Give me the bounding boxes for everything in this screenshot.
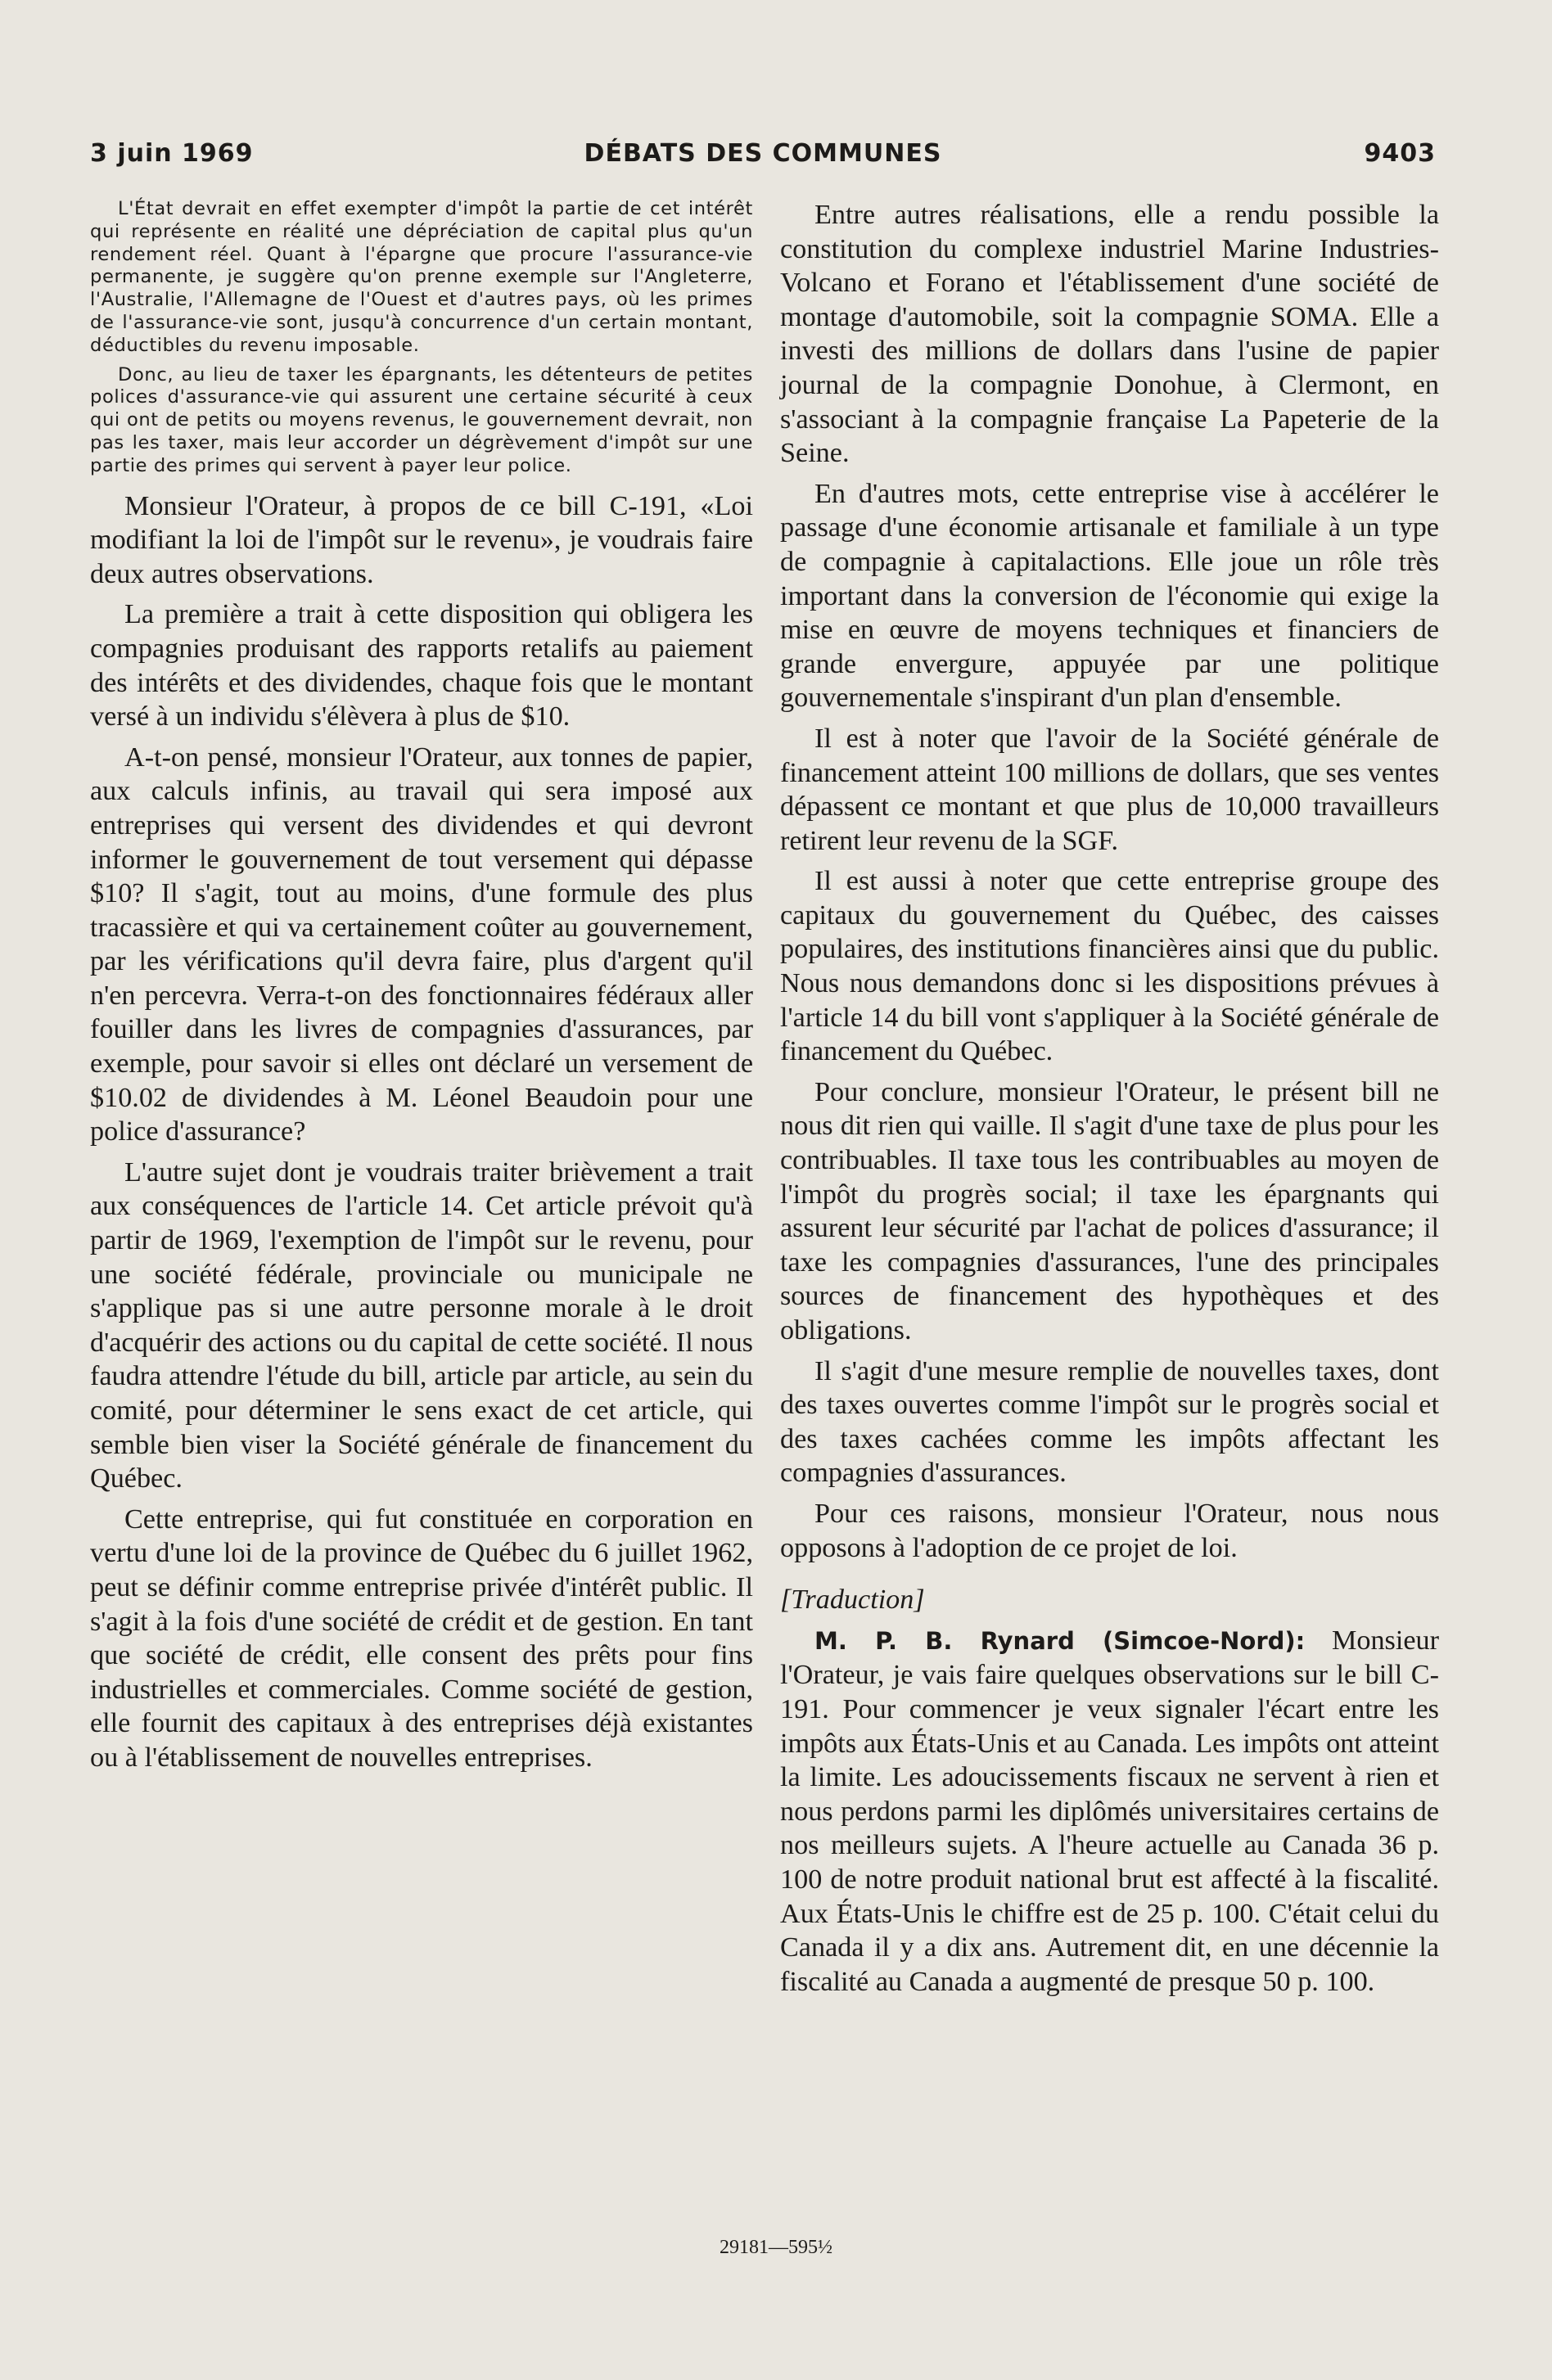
speech-paragraph	[780, 1624, 1439, 1999]
paragraph: Monsieur l'Orateur, à propos de ce bill C-191, «Loi modifiant la loi de l'impôt sur le revenu», je voudrais faire deux autres observations.	[90, 490, 753, 589]
speech-text: Monsieur l'Orateur, je vais faire quelques observations sur le bill C-191. Pour commencer je veux signaler l'écart entre les impôts aux États-Unis et au Canada. Les impôts ont atteint la limite. Les adoucissements fiscaux ne servent à rien et nous perdons parmi les diplômés universitaires certains de nos meilleurs sujets. A l'heure actuelle au Canada 36 p. 100 de notre produit national brut est affecté à la fiscalité. Aux États-Unis le chiffre est de 25 p. 100. C'était celui du Canada il y a dix ans. Autrement dit, en une décennie la fiscalité au Canada a augmenté de presque 50 p. 100.	[780, 1625, 1440, 1997]
small-paragraph: Donc, au lieu de taxer les épargnants, les détenteurs de petites polices d'assurance-vie qui assurent une certaine sécurité à ceux qui ont de petits ou moyens revenus, le gouvernement devrait, non pas les taxer, mais leur accorder un dégrèvement d'impôt sur une partie des primes qui servent à payer leur police.	[90, 363, 753, 476]
page-footer: 29181—595½	[720, 2237, 832, 2258]
left-column	[90, 198, 753, 1782]
right-column	[780, 198, 1439, 2005]
paragraph: A-t-on pensé, monsieur l'Orateur, aux tonnes de papier, aux calculs infinis, au travail qui sera imposé aux entreprises qui versent des dividendes et qui devront informer le gouvernement de tout versement qui dépasse $10? Il s'agit, tout au moins, d'une formule des plus tracassière et qui va certainement coûter au gouvernement, par les vérifications qu'il devra faire, plus d'argent qu'il n'en percevra. Verra-t-on des fonctionnaires fédéraux aller fouiller dans les livres de compagnies d'assurances, par exemple, pour savoir si elles ont déclaré un versement de $10.02 de dividendes à M. Léonel Beaudoin pour une police d'assurance?	[90, 741, 753, 1147]
paragraph: Pour conclure, monsieur l'Orateur, le présent bill ne nous dit rien qui vaille. Il s'agit d'une taxe de plus pour les contribuables. Il taxe tous les contribuables au moyen de l'impôt du progrès social; il taxe les épargnants qui assurent leur sécurité par l'achat de polices d'assurance; il taxe les compagnies d'assurances, l'une des principales sources de financement des hypothèques et des obligations.	[780, 1076, 1439, 1346]
paragraph: Entre autres réalisations, elle a rendu possible la constitution du complexe industriel Marine Industries-Volcano et Forano et l'établissement d'une société de montage d'automobile, soit la compagnie SOMA. Elle a investi des millions de dollars dans l'usine de papier journal de la compagnie Donohue, à Clermont, en s'associant à la compagnie française La Papeterie de la Seine.	[780, 200, 1439, 469]
paragraph: L'autre sujet dont je voudrais traiter brièvement a trait aux conséquences de l'article 14. Cet article prévoit qu'à partir de 1969, l'exemption de l'impôt sur le revenu, pour une société fédérale, provinciale ou municipale ne s'applique pas si une autre personne morale à le droit d'acquérir des actions ou du capital de cette société. Il nous faudra attendre l'étude du bill, article par article, au sein du comité, pour déterminer le sens exact de cet article, qui semble bien viser la Société générale de financement du Québec.	[90, 1156, 753, 1494]
paragraph: Pour ces raisons, monsieur l'Orateur, nous nous opposons à l'adoption de ce projet de loi.	[780, 1498, 1439, 1563]
speaker-name: M. P. B. Rynard (Simcoe-Nord):	[814, 1626, 1306, 1655]
header-date: 3 juin 1969	[90, 139, 254, 168]
paragraph: Il s'agit d'une mesure remplie de nouvelles taxes, dont des taxes ouvertes comme l'impôt sur le progrès social et des taxes cachées comme les impôts affectant les compagnies d'assurances.	[780, 1355, 1439, 1489]
paragraph: Cette entreprise, qui fut constituée en corporation en vertu d'une loi de la province de Québec du 6 juillet 1962, peut se définir comme entreprise privée d'intérêt public. Il s'agit à la fois d'une société de crédit et de gestion. En tant que société de crédit, elle consent des prêts pour fins industrielles et commerciales. Comme société de gestion, elle fournit des capitaux à des entreprises déjà existantes ou à l'établissement de nouvelles entreprises.	[90, 1503, 753, 1773]
page-header	[90, 139, 1436, 180]
header-title: DÉBATS DES COMMUNES	[584, 139, 942, 168]
translation-note-text: [Traduction]	[780, 1584, 925, 1616]
paragraph: Il est à noter que l'avoir de la Société générale de financement atteint 100 millions de dollars, que ses ventes dépassent ce montant et que plus de 10,000 travailleurs retirent leur revenu de la SGF.	[780, 723, 1439, 856]
paragraph: En d'autres mots, cette entreprise vise à accélérer le passage d'une économie artisanale et familiale à un type de compagnie à capitalactions. Elle joue un rôle très important dans la conversion de l'économie qui exige la mise en œuvre de moyens techniques et financiers de grande envergure, appuyée par une politique gouvernementale s'inspirant d'un plan d'ensemble.	[780, 478, 1439, 714]
paragraph: Il est aussi à noter que cette entreprise groupe des capitaux du gouvernement du Québec, des caisses populaires, des institutions financières ainsi que du public. Nous nous demandons donc si les dispositions prévues à l'article 14 du bill vont s'appliquer à la Société générale de financement du Québec.	[780, 866, 1439, 1067]
header-page-number: 9403	[1364, 139, 1436, 168]
paragraph: La première a trait à cette disposition qui obligera les compagnies produisant des rapports retalifs au paiement des intérêts et des dividendes, chaque fois que le montant versé à un individu s'élèvera à plus de $10.	[90, 599, 753, 732]
translation-note	[780, 1583, 1439, 1617]
small-paragraph: L'État devrait en effet exempter d'impôt la partie de cet intérêt qui représente en réalité une dépréciation de capital plus qu'un rendement réel. Quant à l'épargne que procure l'assurance-vie permanente, je suggère qu'on prenne exemple sur l'Angleterre, l'Australie, l'Allemagne de l'Ouest et d'autres pays, où les primes de l'assurance-vie sont, jusqu'à concurrence d'un certain montant, déductibles du revenu imposable.	[90, 198, 753, 356]
